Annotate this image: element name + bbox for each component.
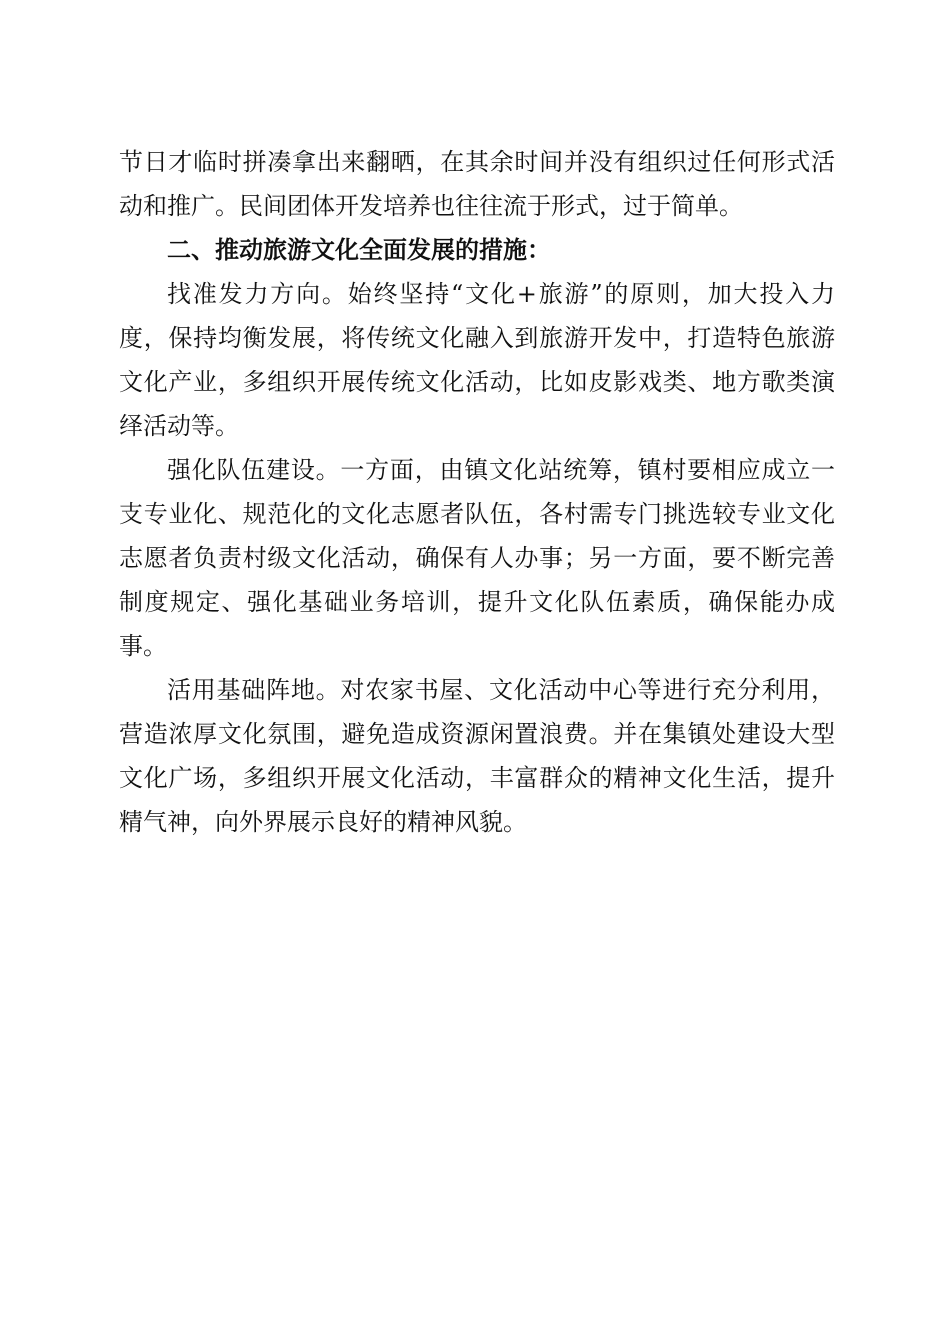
paragraph-team-building: 强化队伍建设。一方面，由镇文化站统筹，镇村要相应成立一支专业化、规范化的文化志愿者队伍，各村需专门挑选较专业文化志愿者负责村级文化活动，确保有人办事；另一方面，要不断完善制度规定、强化基础业务培训，提升文化队伍素质，确保能办成事。: [119, 456, 835, 660]
paragraph-continuation: 节日才临时拼凑拿出来翻晒，在其余时间并没有组织过任何形式活动和推广。民间团体开发培养也往往流于形式，过于简单。: [119, 148, 835, 220]
paragraph-base-facilities: 活用基础阵地。对农家书屋、文化活动中心等进行充分利用，营造浓厚文化氛围，避免造成资源闲置浪费。并在集镇处建设大型文化广场，多组织开展文化活动，丰富群众的精神文化生活，提升精气神，向外界展示良好的精神风貌。: [119, 676, 835, 836]
document-body: [119, 140, 835, 844]
section-heading: 二、推动旅游文化全面发展的措施：: [167, 236, 551, 264]
paragraph-direction: 找准发力方向。始终坚持“文化+旅游”的原则，加大投入力度，保持均衡发展，将传统文化融入到旅游开发中，打造特色旅游文化产业，多组织开展传统文化活动，比如皮影戏类、地方歌类演绎活动等。: [119, 280, 835, 440]
